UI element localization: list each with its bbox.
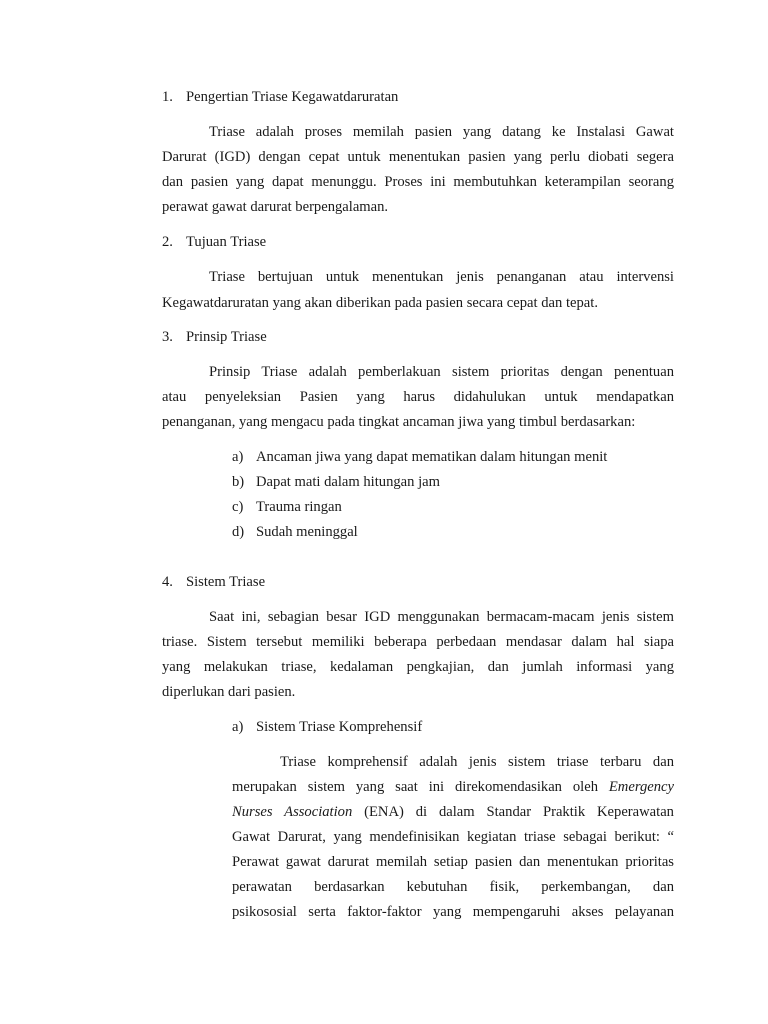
section-number: 4. [162, 574, 173, 590]
text-run: merupakan sistem yang saat ini direkomendasikan oleh [232, 779, 598, 795]
paragraph-line: perawat gawat darurat berpengalaman. [162, 199, 389, 215]
paragraph-line: penanganan, yang mengacu pada tingkat ancaman jiwa yang timbul berdasarkan: [162, 414, 636, 430]
paragraph-line: Gawat Darurat, yang mendefinisikan kegiatan triase sebagai berikut: “ [232, 829, 674, 845]
section-heading: Sistem Triase [186, 574, 266, 590]
paragraph-line: triase. Sistem tersebut memiliki beberapa perbedaan mendasar dalam hal siapa [162, 634, 674, 650]
paragraph-line: Triase adalah proses memilah pasien yang datang ke Instalasi Gawat [209, 124, 674, 140]
list-item: Trauma ringan [256, 499, 342, 515]
list-item: Ancaman jiwa yang dapat mematikan dalam hitungan menit [256, 449, 608, 465]
list-marker: b) [232, 474, 245, 490]
list-marker: c) [232, 499, 244, 515]
paragraph-line: diperlukan dari pasien. [162, 684, 296, 700]
list-item: Dapat mati dalam hitungan jam [256, 474, 440, 490]
paragraph-line [232, 778, 674, 796]
paragraph-line: Saat ini, sebagian besar IGD menggunakan bermacam-macam jenis sistem [209, 609, 674, 625]
paragraph-line: Prinsip Triase adalah pemberlakuan sistem prioritas dengan penentuan [209, 364, 674, 380]
paragraph-line: yang melakukan triase, kedalaman pengkajian, dan jumlah informasi yang [162, 659, 674, 675]
paragraph-line: Kegawatdaruratan yang akan diberikan pada pasien secara cepat dan tepat. [162, 295, 598, 311]
section-heading: Prinsip Triase [186, 329, 267, 345]
italic-term: Nurses Association [232, 804, 353, 820]
section-number: 3. [162, 329, 173, 345]
section-number: 2. [162, 234, 173, 250]
list-marker: a) [232, 449, 244, 465]
paragraph-line: dan pasien yang dapat menunggu. Proses ini membutuhkan keterampilan seorang [162, 174, 674, 190]
paragraph-line: Perawat gawat darurat memilah setiap pasien dan menentukan prioritas [232, 854, 674, 870]
section-heading: Tujuan Triase [186, 234, 267, 250]
paragraph-line: psikososial serta faktor-faktor yang mempengaruhi akses pelayanan [232, 904, 674, 920]
paragraph-line: Darurat (IGD) dengan cepat untuk menentukan pasien yang perlu diobati segera [162, 149, 674, 165]
paragraph-line: perawatan berdasarkan kebutuhan fisik, perkembangan, dan [232, 879, 674, 895]
paragraph-line: Triase komprehensif adalah jenis sistem triase terbaru dan [280, 754, 674, 770]
section-number: 1. [162, 89, 173, 105]
paragraph-line: Triase bertujuan untuk menentukan jenis penanganan atau intervensi [209, 269, 674, 285]
section-heading: Pengertian Triase Kegawatdaruratan [186, 89, 399, 105]
list-marker: d) [232, 524, 245, 540]
list-item: Sudah meninggal [256, 524, 358, 540]
paragraph-line [232, 803, 674, 821]
subsection-heading: Sistem Triase Komprehensif [256, 719, 423, 735]
paragraph-line: atau penyeleksian Pasien yang harus didahulukan untuk mendapatkan [162, 389, 674, 405]
italic-term: Emergency [608, 779, 674, 795]
subsection-marker: a) [232, 719, 244, 735]
text-run: (ENA) di dalam Standar Praktik Keperawatan [364, 804, 674, 820]
